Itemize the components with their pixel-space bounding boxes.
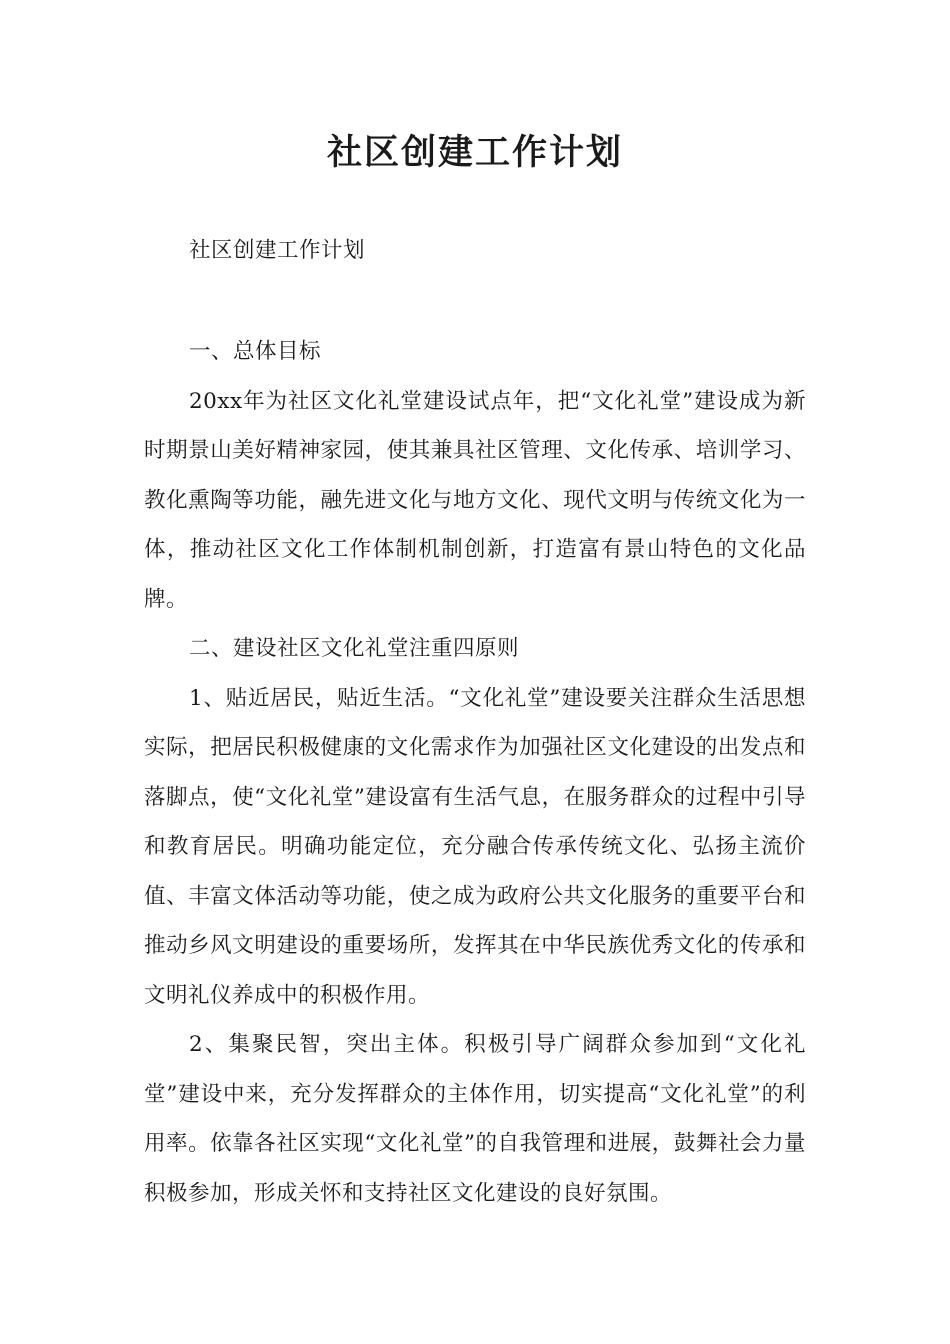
document-title: 社区创建工作计划	[326, 132, 623, 173]
paragraph-overall-goal: 20xx年为社区文化礼堂建设试点年，把“文化礼堂”建设成为新时期景山美好精神家园，使其兼具社区管理、文化传承、培训学习、教化熏陶等功能，融先进文化与地方文化、现代文明与传统文化为一体，推动社区文化工作体制机制创新，打造富有景山特色的文化品牌。	[144, 388, 806, 612]
paragraph-principle-2: 2、集聚民智，突出主体。积极引导广阔群众参加到“文化礼堂”建设中来，充分发挥群众的主体作用，切实提高“文化礼堂”的利用率。依靠各社区实现“文化礼堂”的自我管理和进展，鼓舞社会力量积极参加，形成关怀和支持社区文化建设的良好氛围。	[144, 1032, 806, 1206]
document-subtitle-block	[144, 226, 806, 276]
document-subtitle: 社区创建工作计划	[189, 238, 366, 263]
document-body	[144, 327, 806, 1218]
section-heading-principles: 二、建设社区文化礼堂注重四原则	[189, 636, 520, 661]
paragraph-principle-1: 1、贴近居民，贴近生活。“文化礼堂”建设要关注群众生活思想实际，把居民积极健康的文化需求作为加强社区文化建设的出发点和落脚点，使“文化礼堂”建设富有生活气息，在服务群众的过程中引导和教育居民。明确功能定位，充分融合传承传统文化、弘扬主流价值、丰富文体活动等功能，使之成为政府公共文化服务的重要平台和推动乡风文明建设的重要场所，发挥其在中华民族优秀文化的传承和文明礼仪养成中的积极作用。	[144, 685, 806, 1008]
section-heading-overall-goal: 一、总体目标	[189, 339, 322, 364]
